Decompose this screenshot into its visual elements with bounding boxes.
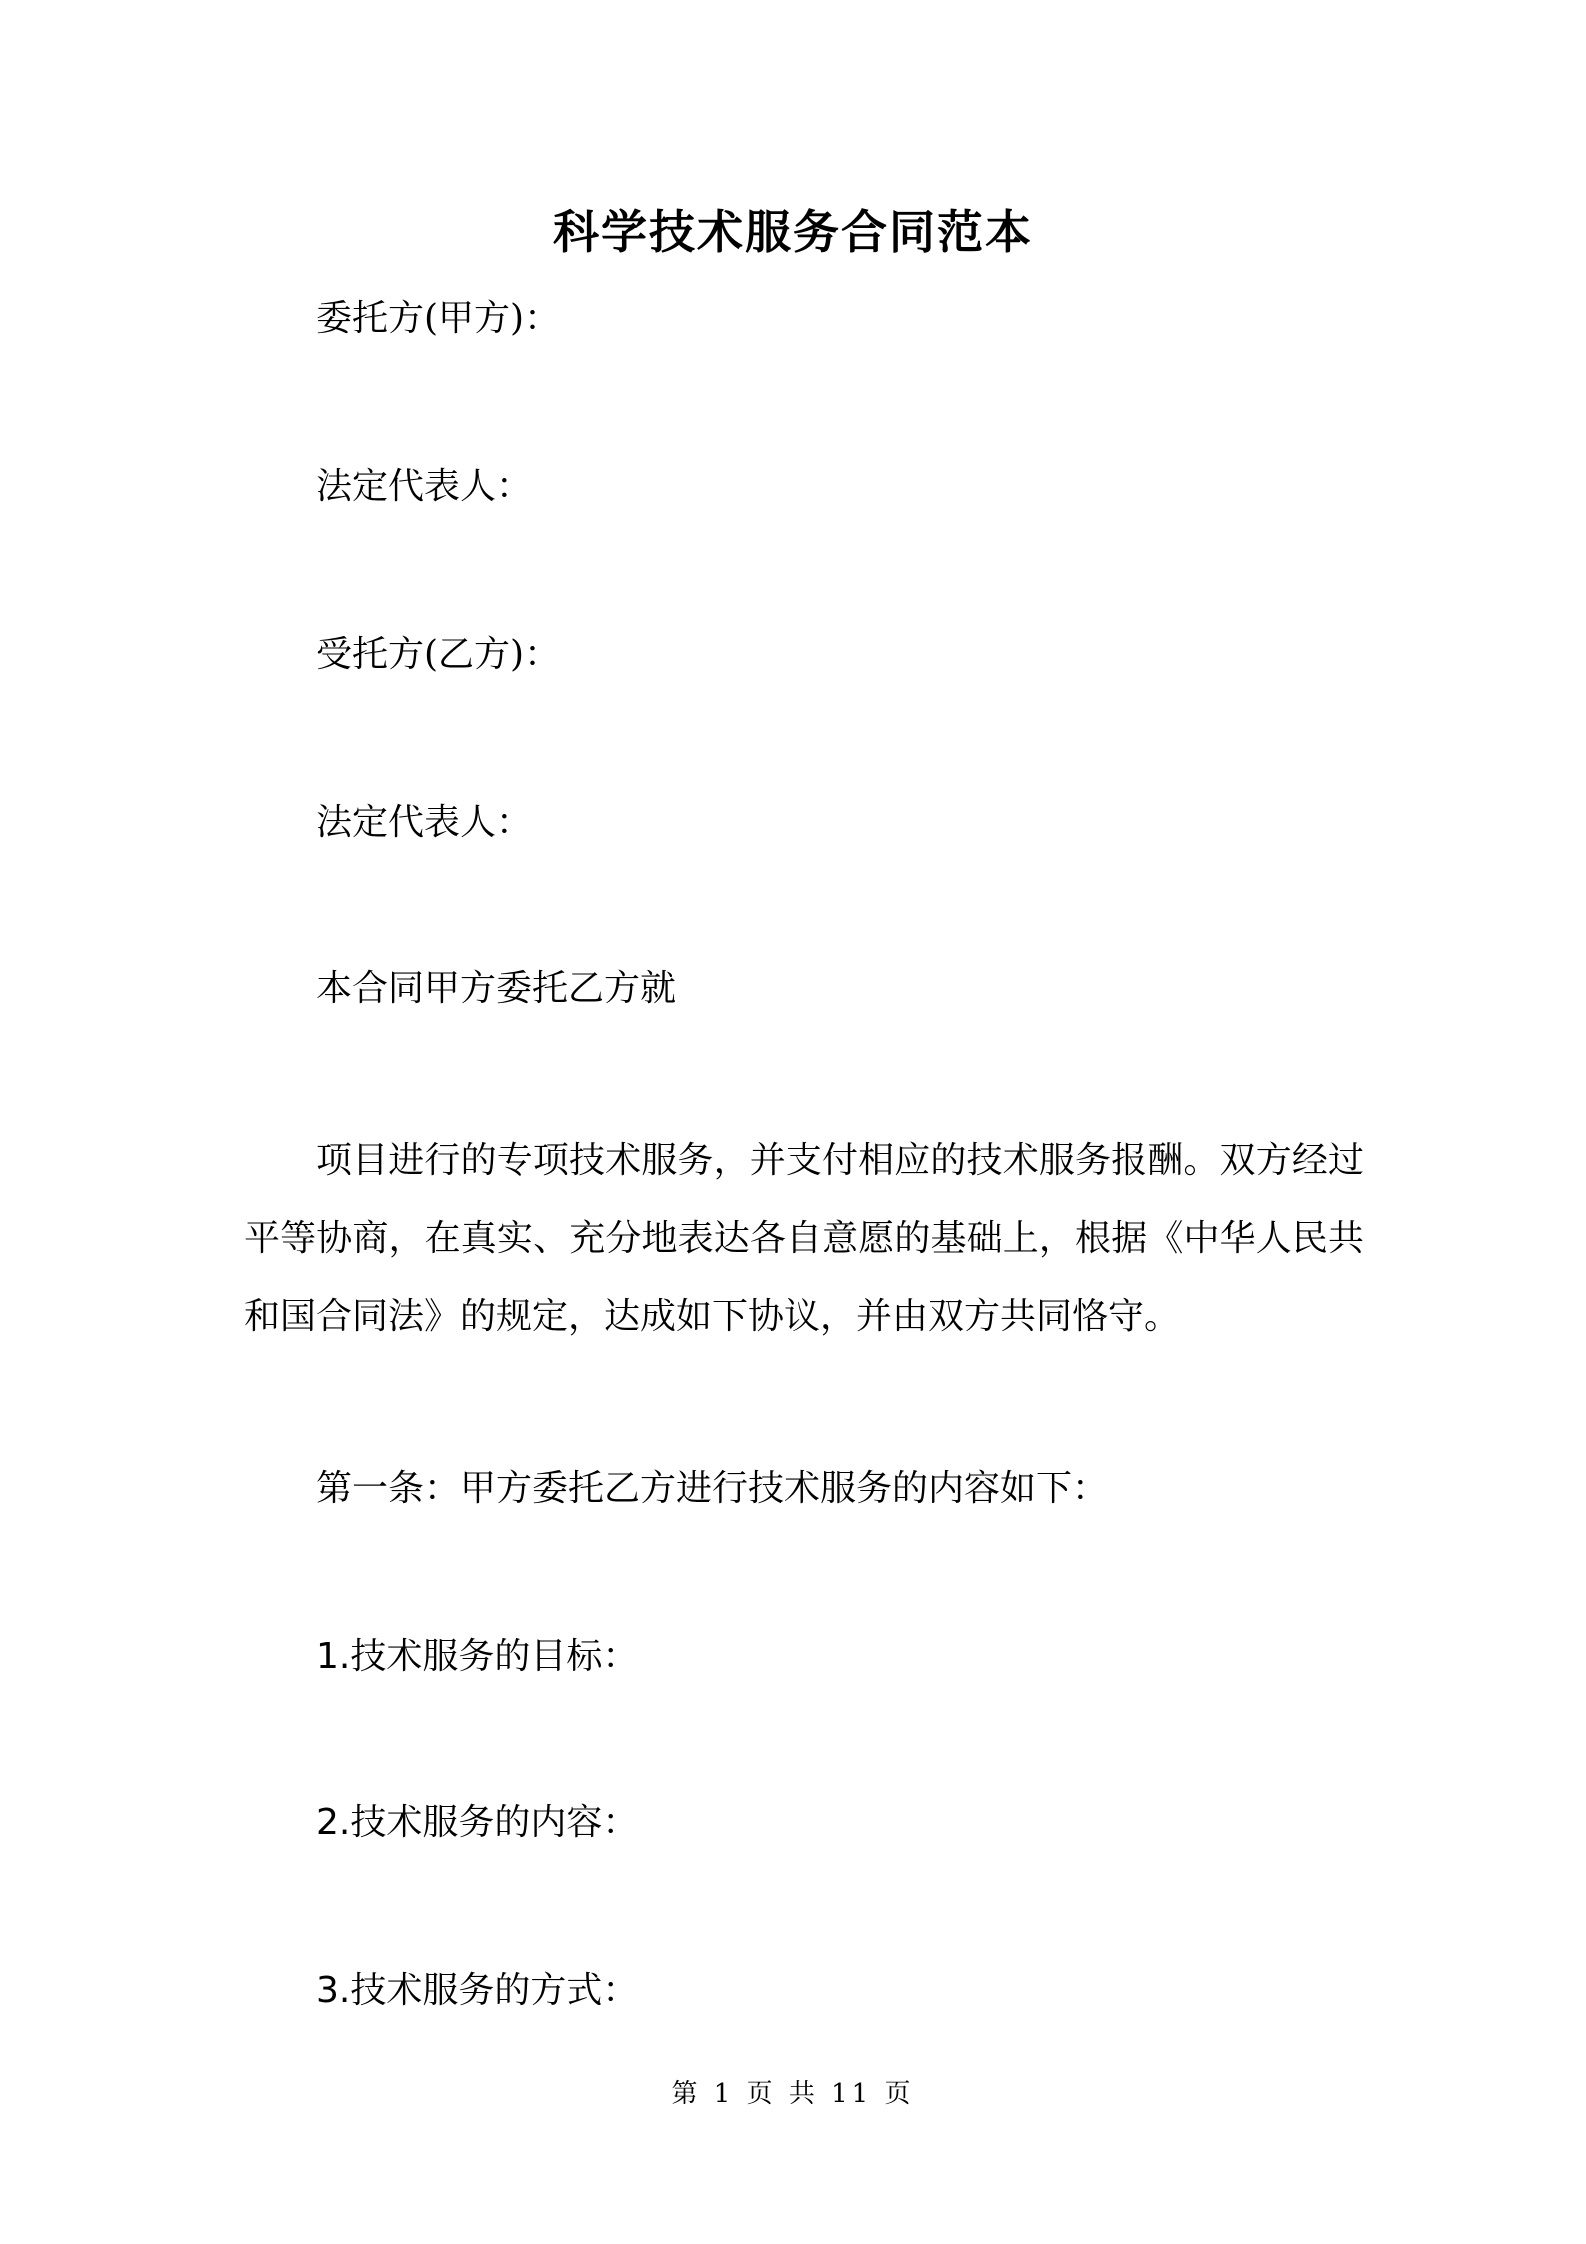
item-service-goal: 1.技术服务的目标： — [316, 1636, 639, 1677]
contractor-field: 受托方(乙方)： — [316, 634, 561, 675]
item-service-method: 3.技术服务的方式： — [316, 1970, 639, 2011]
article-one: 第一条：甲方委托乙方进行技术服务的内容如下： — [316, 1468, 1109, 1509]
client-field: 委托方(甲方)： — [316, 298, 561, 339]
item-service-content: 2.技术服务的内容： — [316, 1802, 639, 1843]
client-rep-field: 法定代表人： — [316, 466, 533, 507]
contractor-rep-field: 法定代表人： — [316, 802, 533, 843]
intro-line: 本合同甲方委托乙方就 — [316, 968, 677, 1009]
document-title: 科学技术服务合同范本 — [553, 205, 1033, 259]
page-number-footer: 第 1 页 共 11 页 — [671, 2079, 915, 2109]
intro-paragraph: 项目进行的专项技术服务，并支付相应的技术服务报酬。双方经过平等协商，在真实、充分地表达各自意愿的基础上，根据《中华人民共和国合同法》的规定，达成如下协议，并由双方共同恪守。 — [244, 1140, 1364, 1337]
